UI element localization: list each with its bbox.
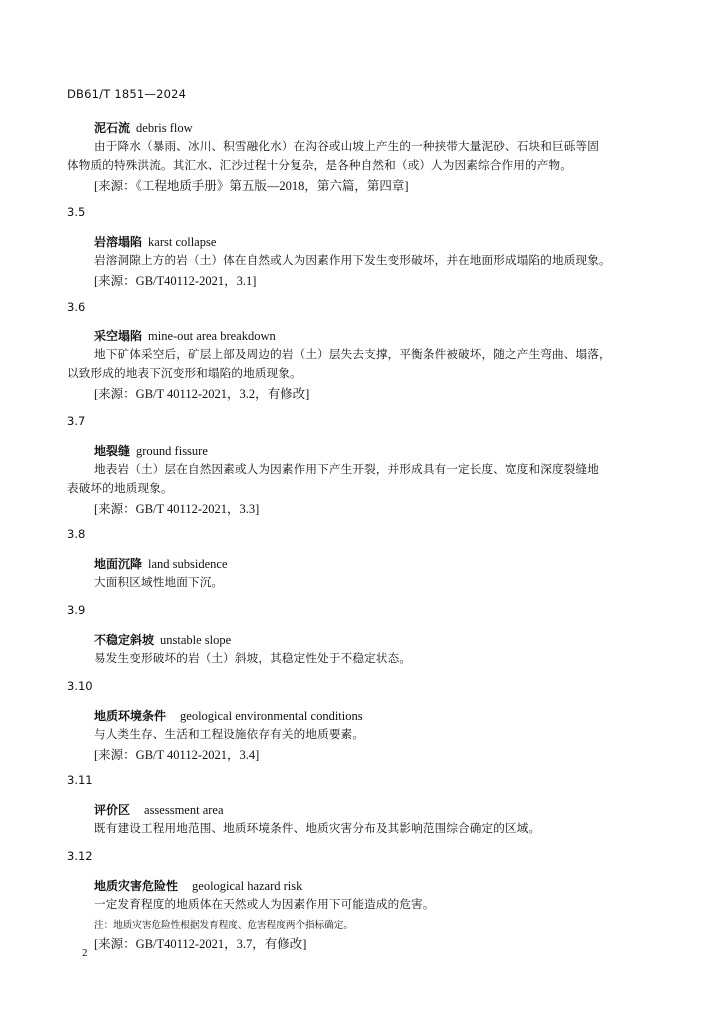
term-heading (94, 442, 208, 459)
term-cn: 泥石流 (94, 121, 131, 135)
clause-number: 3.5 (67, 205, 86, 219)
definition-line: 一定发育程度的地质体在天然或人为因素作用下可能造成的危害。 (94, 897, 435, 911)
definition-line: 地下矿体采空后，矿层上部及周边的岩（土）层失去支撑，平衡条件被破坏，随之产生弯曲、塌落， (94, 347, 611, 361)
term-cn: 岩溶塌陷 (94, 235, 143, 249)
term-cn: 采空塌陷 (94, 329, 143, 343)
term-cn: 地面沉降 (94, 557, 143, 571)
term-cn: 地质灾害危险性 (94, 879, 179, 893)
definition-line: 表破坏的地质现象。 (67, 481, 173, 495)
definition-line: 以致形成的地表下沉变形和塌陷的地质现象。 (67, 366, 302, 380)
definition-line: 体物质的特殊洪流。其汇水、汇沙过程十分复杂，是各种自然和（或）人为因素综合作用的产物。 (67, 158, 572, 172)
term-cn: 地裂缝 (94, 444, 131, 458)
definition-line: 大面积区域性地面下沉。 (94, 575, 224, 589)
clause-number: 3.11 (67, 773, 93, 787)
source-citation: [来源：《工程地质手册》第五版—2018，第六篇，第四章] (94, 179, 409, 193)
definition-line: 岩溶洞隙上方的岩（土）体在自然或人为因素作用下发生变形破坏，并在地面形成塌陷的地质现象。 (94, 253, 611, 267)
note-text: 注：地质灾害危险性根据发育程度、危害程度两个指标确定。 (94, 920, 354, 931)
term-heading (94, 119, 193, 136)
clause-number: 3.12 (67, 849, 93, 863)
term-cn: 地质环境条件 (94, 709, 167, 723)
source-citation: [来源：GB/T 40112-2021，3.4] (94, 748, 260, 762)
clause-number: 3.10 (67, 679, 93, 693)
term-en: unstable slope (160, 633, 232, 647)
term-cn: 不稳定斜坡 (94, 633, 155, 647)
term-en: mine-out area breakdown (148, 329, 276, 343)
term-heading (94, 877, 302, 894)
source-citation: [来源：GB/T40112-2021，3.1] (94, 274, 257, 288)
term-en: geological hazard risk (192, 879, 303, 893)
term-heading (94, 555, 228, 572)
source-citation: [来源：GB/T 40112-2021，3.2，有修改] (94, 387, 310, 401)
term-en: ground fissure (136, 444, 208, 458)
term-en: debris flow (136, 121, 193, 135)
clause-number: 3.7 (67, 414, 86, 428)
definition-line: 既有建设工程用地范围、地质环境条件、地质灾害分布及其影响范围综合确定的区域。 (94, 821, 541, 835)
source-citation: [来源：GB/T40112-2021，3.7，有修改] (94, 937, 307, 951)
definition-line: 地表岩（土）层在自然因素或人为因素作用下产生开裂，并形成具有一定长度、宽度和深度裂缝地 (94, 462, 599, 476)
term-heading (94, 233, 216, 250)
term-heading (94, 631, 231, 648)
term-en: assessment area (144, 803, 224, 817)
clause-number: 3.6 (67, 300, 86, 314)
term-en: karst collapse (148, 235, 217, 249)
clause-number: 3.8 (67, 527, 86, 541)
source-citation: [来源：GB/T 40112-2021，3.3] (94, 502, 260, 516)
term-cn: 评价区 (94, 803, 131, 817)
page-number: 2 (82, 947, 88, 959)
clause-number: 3.9 (67, 603, 86, 617)
standard-number-header: DB61/T 1851—2024 (67, 87, 187, 101)
term-heading (94, 327, 276, 344)
term-en: geological environmental conditions (180, 709, 363, 723)
term-heading (94, 707, 363, 724)
definition-line: 易发生变形破坏的岩（土）斜坡，其稳定性处于不稳定状态。 (94, 651, 412, 665)
definition-line: 由于降水（暴雨、冰川、积雪融化水）在沟谷或山坡上产生的一种挟带大量泥砂、石块和巨砾等固 (94, 139, 599, 153)
term-heading (94, 801, 224, 818)
term-en: land subsidence (148, 557, 228, 571)
definition-line: 与人类生存、生活和工程设施依存有关的地质要素。 (94, 727, 365, 741)
